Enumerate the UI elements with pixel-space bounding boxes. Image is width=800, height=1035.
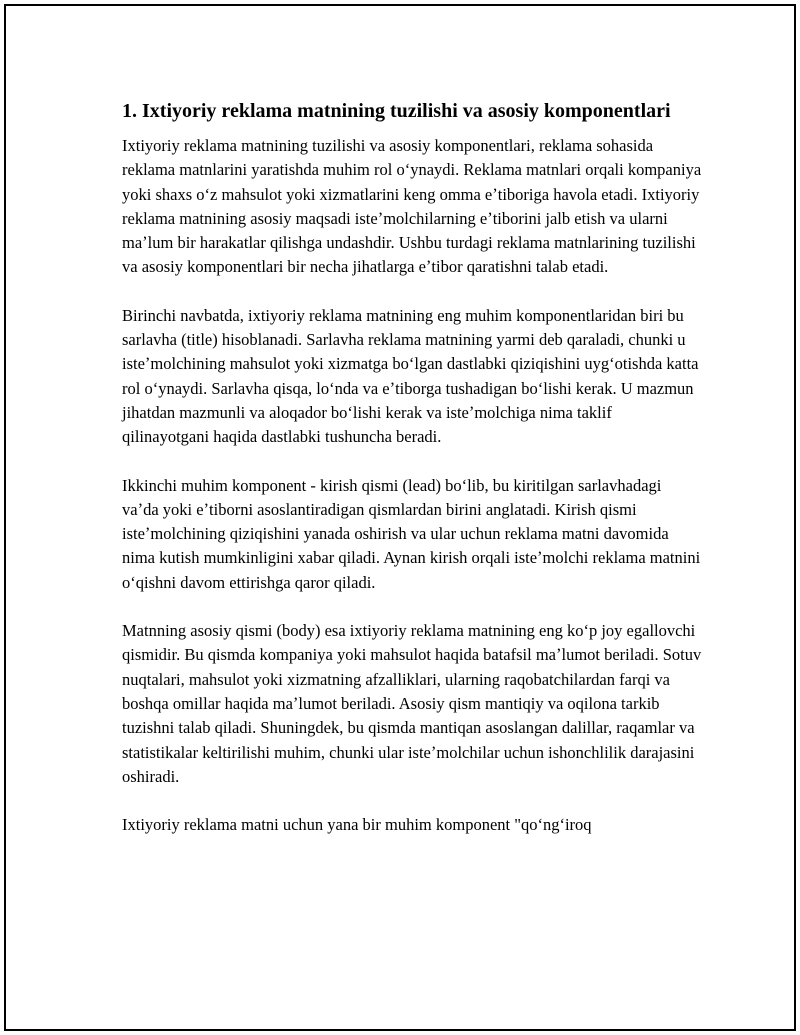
paragraph-introduction: Ixtiyoriy reklama matnining tuzilishi va asosiy komponentlari, reklama sohasida reklama matnlarini yaratishda muhim rol oʻynaydi. Reklama matnlari orqali kompaniya yoki shaxs oʻz mahsulot yoki xizmatlarini keng omma eʼtiboriga havola etadi. Ixtiyoriy reklama matnining asosiy maqsadi isteʼmolchilarning eʼtiborini jalb etish va ularni maʼlum bir harakatlar qilishga undashdir. Ushbu turdagi reklama matnlarining tuzilishi va asosiy komponentlari bir necha jihatlarga eʼtibor qaratishni talab etadi.: [122, 136, 702, 277]
paragraph-body-component: Matnning asosiy qismi (body) esa ixtiyoriy reklama matnining eng koʻp joy egallovchi qismidir. Bu qismda kompaniya yoki mahsulot haqida batafsil maʼlumot beriladi. Sotuv nuqtalari, mahsulot yoki xizmatning afzalliklari, ularning raqobatchilardan farqi va boshqa omillar haqida maʼlumot beriladi. Asosiy qism mantiqiy va oqilona tarkib tuzishni talab qiladi. Shuningdek, bu qismda mantiqan asoslangan dalillar, raqamlar va statistikalar keltirilishi muhim, chunki ular isteʼmolchilar uchun ishonchlilik darajasini oshiradi.: [122, 621, 702, 786]
document-body: [122, 98, 702, 861]
document-page: [4, 4, 796, 1031]
paragraph-title-component: Birinchi navbatda, ixtiyoriy reklama matnining eng muhim komponentlaridan biri bu sarlavha (title) hisoblanadi. Sarlavha reklama matnining yarmi deb qaraladi, chunki u isteʼmolchining mahsulot yoki xizmatga boʻlgan dastlabki qiziqishini uygʻotishda katta rol oʻynaydi. Sarlavha qisqa, loʻnda va eʼtiborga tushadigan boʻlishi kerak. U mazmun jihatdan mazmunli va aloqador boʻlishi kerak va isteʼmolchiga nima taklif qilinayotgani haqida dastlabki tushuncha beradi.: [122, 305, 699, 447]
paragraph-call-component: Ixtiyoriy reklama matni uchun yana bir muhim komponent "qoʻngʻiroq: [122, 815, 592, 835]
section-heading: 1. Ixtiyoriy reklama matnining tuzilishi va asosiy komponentlari: [122, 100, 671, 122]
paragraph-lead-component: Ikkinchi muhim komponent - kirish qismi (lead) boʻlib, bu kiritilgan sarlavhadagi vaʼda yoki eʼtiborni asoslantiradigan qismlardan birini anglatadi. Kirish qismi isteʼmolchining qiziqishini yanada oshirish va ular uchun reklama matni davomida nima kutish mumkinligini xabar qiladi. Aynan kirish orqali isteʼmolchi reklama matnini oʻqishni davom ettirishga qaror qiladi.: [122, 475, 701, 592]
